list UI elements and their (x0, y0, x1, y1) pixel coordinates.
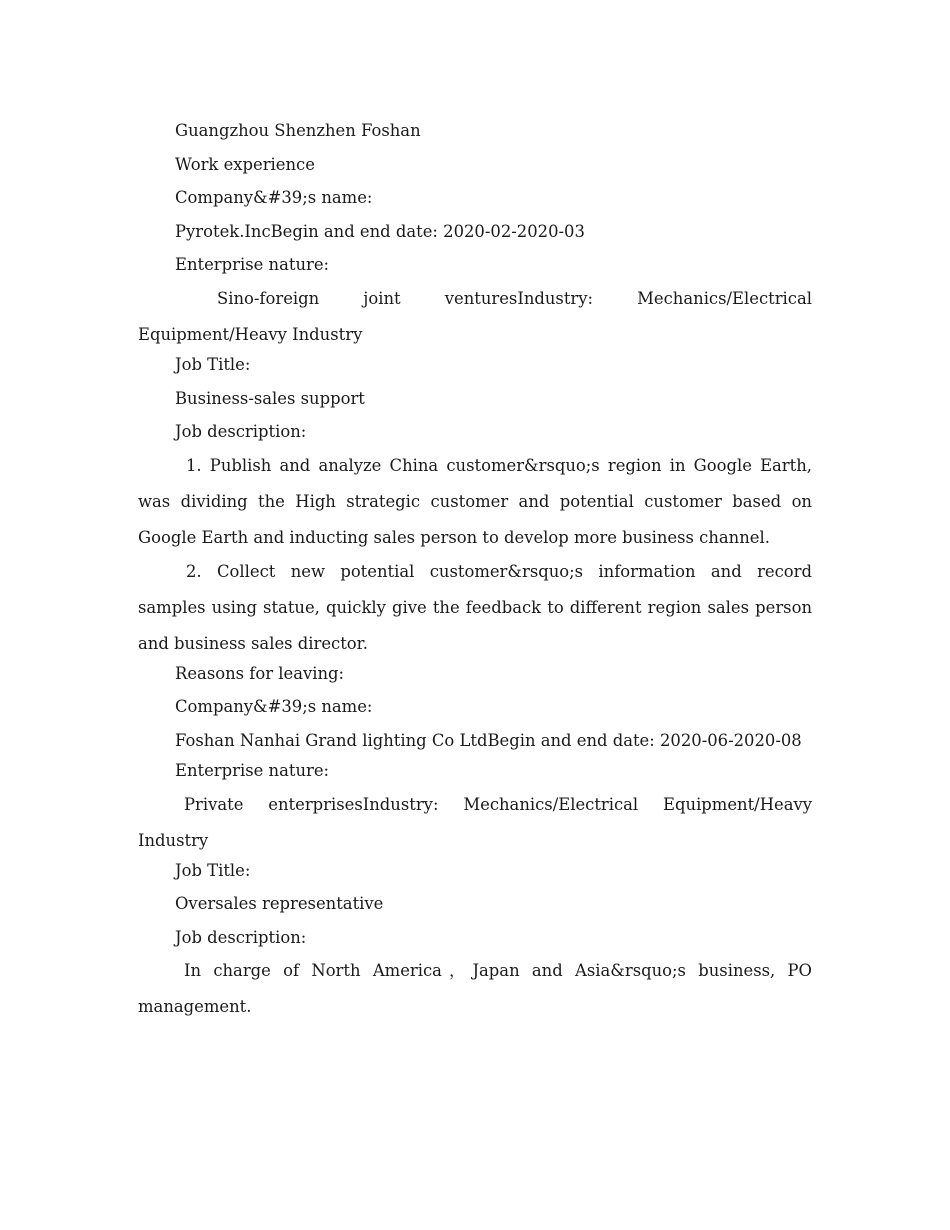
company-name-label: Company&#39;s name: (175, 188, 373, 208)
company-and-dates: Pyrotek.IncBegin and end date: 2020-02-2020-03 (175, 221, 585, 241)
job-title-value: Business-sales support (175, 388, 365, 408)
section-heading-work-experience: Work experience (175, 154, 315, 174)
company-and-dates: Foshan Nanhai Grand lighting Co LtdBegin and end date: 2020-06-2020-08 (175, 730, 802, 750)
reasons-for-leaving-label: Reasons for leaving: (175, 663, 345, 683)
job-description-text: In charge of North America，Japan and Asia&rsquo;s business, PO management. (138, 961, 812, 1017)
job-description-label: Job description: (175, 422, 307, 442)
enterprise-nature-label: Enterprise nature: (175, 760, 330, 780)
job-title-label: Job Title: (175, 860, 251, 880)
company-name-label: Company&#39;s name: (175, 697, 373, 717)
location-line: Guangzhou Shenzhen Foshan (175, 121, 421, 140)
document-body (138, 117, 812, 1023)
job-description-label: Job description: (175, 927, 307, 947)
enterprise-nature-value: Private enterprisesIndustry: Mechanics/Electrical Equipment/Heavy Industry (138, 794, 812, 850)
enterprise-nature-label: Enterprise nature: (175, 255, 330, 275)
job-title-value: Oversales representative (175, 894, 384, 914)
job-description-item-2: 2. Collect new potential customer&rsquo;s information and record samples using statue, quickly give the feedback to different region sales person and business sales director. (138, 561, 812, 653)
enterprise-nature-value: Sino-foreign joint venturesIndustry: Mechanics/Electrical Equipment/Heavy Industry (138, 288, 812, 344)
job-title-label: Job Title: (175, 354, 251, 374)
job-description-item-1: 1. Publish and analyze China customer&rsquo;s region in Google Earth, was dividing the High strategic customer and potential customer based on Google Earth and inducting sales person to develop more business channel. (138, 455, 812, 547)
